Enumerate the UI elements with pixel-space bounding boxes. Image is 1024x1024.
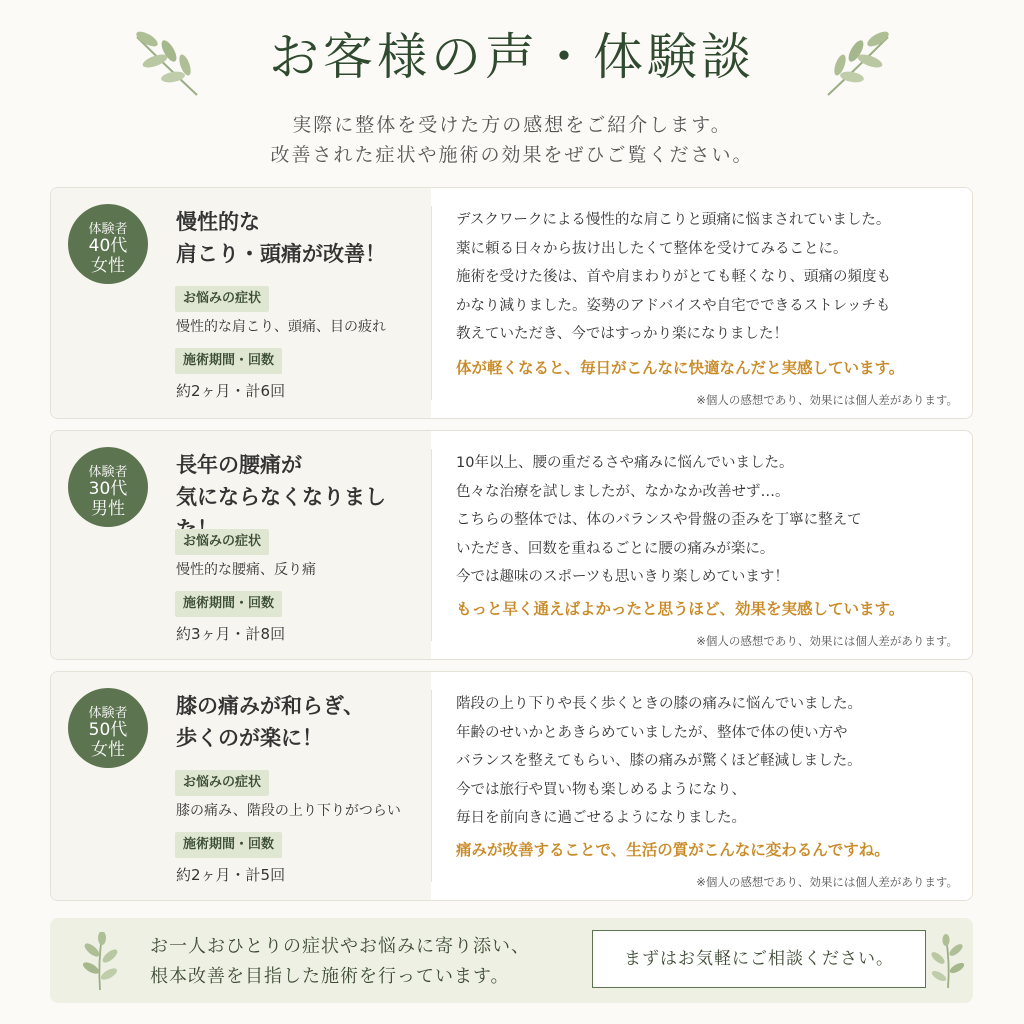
period-tag: 施術期間・回数 <box>175 348 282 374</box>
period-text: 約2ヶ月・計5回 <box>176 866 286 884</box>
body-line: 今では旅行や買い物も楽しめるようになり、 <box>456 781 746 798</box>
testimonial-title-line2: 肩こり・頭痛が改善！ <box>176 242 386 266</box>
badge-gender: 女性 <box>91 256 125 276</box>
leaf-sprig-icon <box>78 932 122 992</box>
body-line: 今では趣味のスポーツも思いきり楽しめています！ <box>456 569 789 585</box>
body-line: 10年以上、腰の重だるさや痛みに悩んでいました。 <box>456 455 794 471</box>
badge-age: 40代 <box>88 236 128 256</box>
testimonial-title-line2: 歩くのが楽に！ <box>176 726 323 750</box>
symptom-text: 膝の痛み、階段の上り下りがつらい <box>176 803 401 819</box>
badge-age: 30代 <box>88 479 128 499</box>
testimonial-highlight: 痛みが改善することで、生活の質がこんなに変わるんですね。 <box>456 841 890 859</box>
page-subtitle-line2: 改善された症状や施術の効果をぜひご覧ください。 <box>270 144 754 166</box>
body-line: こちらの整体では、体のバランスや骨盤の歪みを丁寧に整えて <box>456 512 862 528</box>
testimonial-title-line1: 長年の腰痛が <box>176 453 302 477</box>
badge-label: 体験者 <box>88 465 128 480</box>
card-divider <box>431 449 432 641</box>
footer-banner <box>50 918 973 1003</box>
page-title: お客様の声・体験談 <box>269 28 755 86</box>
symptom-text: 慢性的な腰痛、反り痛 <box>176 562 316 578</box>
badge-gender: 男性 <box>91 499 125 519</box>
testimonial-body <box>456 206 966 349</box>
body-line: かなり減りました。姿勢のアドバイスや自宅でできるストレッチも <box>456 297 891 314</box>
leaf-sprig-icon <box>820 25 900 100</box>
testimonial-title <box>176 690 426 754</box>
customer-badge <box>68 447 148 527</box>
body-line: 階段の上り下りや長く歩くときの膝の痛みに悩んでいました。 <box>456 696 862 712</box>
testimonial-card <box>50 671 973 901</box>
testimonial-body <box>456 449 966 592</box>
disclaimer-note: ※個人の感想であり、効果には個人差があります。 <box>696 875 958 889</box>
testimonial-title <box>176 206 426 270</box>
body-line: 色々な治療を試しましたが、なかなか改善せず…。 <box>456 483 790 500</box>
customer-badge <box>68 688 148 768</box>
testimonial-card <box>50 430 973 660</box>
consultation-button[interactable]: まずはお気軽にご相談ください。 <box>592 930 926 988</box>
symptom-tag: お悩みの症状 <box>175 770 269 796</box>
body-line: 薬に頼る日々から抜け出したくて整体を受けてみることに。 <box>456 240 848 257</box>
disclaimer-note: ※個人の感想であり、効果には個人差があります。 <box>696 634 958 648</box>
badge-label: 体験者 <box>88 706 128 721</box>
body-line: 教えていただき、今ではすっかり楽になりました！ <box>456 326 789 342</box>
testimonial-body <box>456 690 966 833</box>
badge-gender: 女性 <box>91 740 125 760</box>
badge-label: 体験者 <box>88 222 128 237</box>
card-divider <box>431 206 432 400</box>
body-line: 年齢のせいかとあきらめていましたが、整体で体の使い方や <box>456 724 848 741</box>
symptom-tag: お悩みの症状 <box>175 286 269 312</box>
page-subtitle-line1: 実際に整体を受けた方の感想をご紹介します。 <box>292 114 732 136</box>
body-line: いただき、回数を重ねるごとに腰の痛みが楽に。 <box>456 540 775 557</box>
body-line: 施術を受けた後は、首や肩まわりがとても軽くなり、頭痛の頻度も <box>456 269 891 285</box>
testimonial-highlight: 体が軽くなると、毎日がこんなに快適なんだと実感しています。 <box>456 359 905 377</box>
period-text: 約2ヶ月・計6回 <box>176 382 286 400</box>
disclaimer-note: ※個人の感想であり、効果には個人差があります。 <box>696 393 958 407</box>
period-tag: 施術期間・回数 <box>175 832 282 858</box>
body-line: バランスを整えてもらい、膝の痛みが驚くほど軽減しました。 <box>456 753 862 769</box>
testimonial-highlight: もっと早く通えばよかったと思うほど、効果を実感しています。 <box>456 600 905 618</box>
leaf-sprig-icon <box>928 934 968 990</box>
testimonial-title-line1: 膝の痛みが和らぎ、 <box>176 694 365 718</box>
badge-age: 50代 <box>88 720 128 740</box>
customer-badge <box>68 204 148 284</box>
body-line: デスクワークによる慢性的な肩こりと頭痛に悩まされていました。 <box>456 212 891 228</box>
page-header <box>0 0 1024 180</box>
body-line: 毎日を前向きに過ごせるようになりました。 <box>456 810 746 826</box>
symptom-tag: お悩みの症状 <box>175 529 269 555</box>
card-divider <box>431 690 432 882</box>
period-text: 約3ヶ月・計8回 <box>176 625 286 643</box>
footer-message-line2: 根本改善を目指した施術を行っています。 <box>150 966 510 987</box>
testimonial-card <box>50 187 973 419</box>
footer-message <box>150 932 530 992</box>
footer-message-line1: お一人おひとりの症状やお悩みに寄り添い、 <box>150 936 530 957</box>
testimonial-title-line1: 慢性的な <box>176 210 260 234</box>
testimonial-title-line2: 気にならなくなりまし <box>176 485 386 509</box>
period-tag: 施術期間・回数 <box>175 591 282 617</box>
symptom-text: 慢性的な肩こり、頭痛、目の疲れ <box>176 319 386 335</box>
